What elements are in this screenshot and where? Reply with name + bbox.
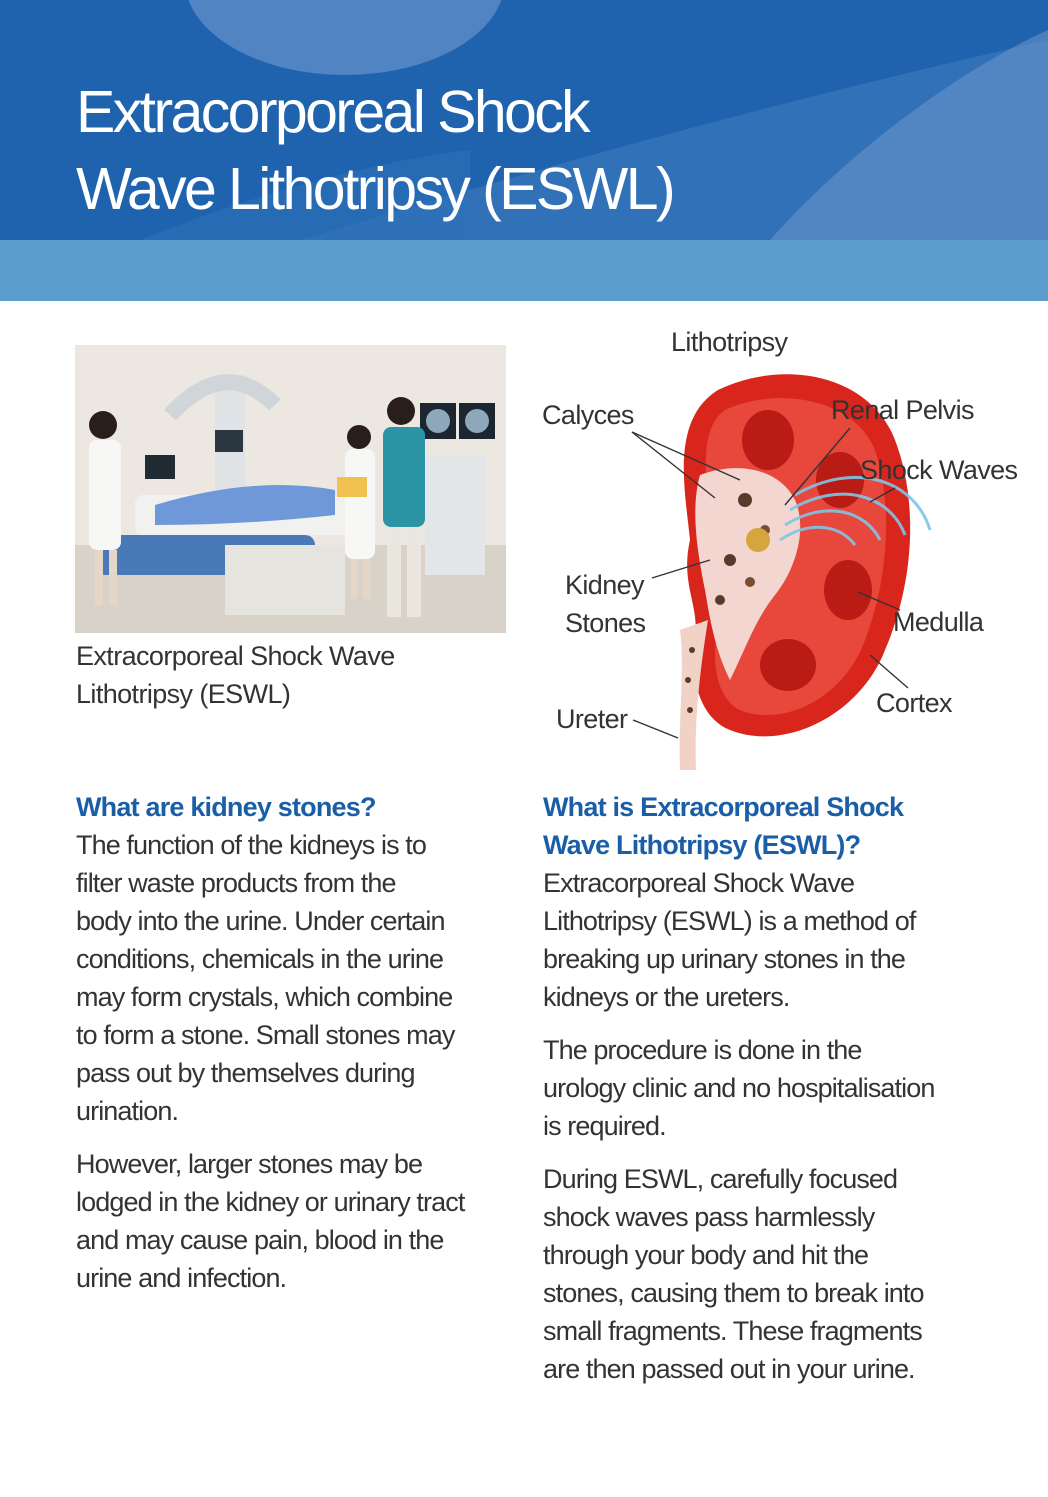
- text-line: Lithotripsy (ESWL) is a method of: [543, 906, 916, 936]
- label-stones: Stones: [565, 608, 646, 638]
- text-line: The function of the kidneys is to: [76, 830, 427, 860]
- text-line: through your body and hit the: [543, 1240, 869, 1270]
- header-banner: [0, 0, 1048, 240]
- paragraph-kidney-function: [76, 826, 546, 1130]
- photo-caption: [76, 637, 496, 713]
- eswl-procedure-photo: [75, 345, 506, 633]
- text-line: small fragments. These fragments: [543, 1316, 922, 1346]
- text-line: During ESWL, carefully focused: [543, 1164, 898, 1194]
- section-eswl: [543, 788, 1013, 1403]
- photo-caption-line-2: Lithotripsy (ESWL): [76, 679, 291, 709]
- text-line: urology clinic and no hospitalisation: [543, 1073, 935, 1103]
- text-line: to form a stone. Small stones may: [76, 1020, 455, 1050]
- heading-line: What are kidney stones?: [76, 792, 376, 822]
- text-line: urine and infection.: [76, 1263, 287, 1293]
- paragraph-larger-stones: [76, 1145, 546, 1297]
- text-line: urination.: [76, 1096, 179, 1126]
- section-heading-eswl: [543, 788, 1013, 864]
- text-line: Extracorporeal Shock Wave: [543, 868, 855, 898]
- text-line: shock waves pass harmlessly: [543, 1202, 875, 1232]
- label-ureter: Ureter: [556, 704, 628, 734]
- section-kidney-stones: [76, 788, 546, 1312]
- text-line: lodged in the kidney or urinary tract: [76, 1187, 465, 1217]
- text-line: kidneys or the ureters.: [543, 982, 790, 1012]
- header-band: [0, 240, 1048, 301]
- page-title-line-1: Extracorporeal Shock: [76, 79, 589, 145]
- section-heading-kidney-stones: [76, 788, 546, 826]
- text-line: pass out by themselves during: [76, 1058, 415, 1088]
- label-shock-waves: Shock Waves: [860, 455, 1018, 485]
- text-line: filter waste products from the: [76, 868, 396, 898]
- paragraph-eswl-definition: [543, 864, 1013, 1016]
- label-kidney: Kidney: [565, 570, 644, 600]
- label-calyces: Calyces: [542, 400, 634, 430]
- label-renal-pelvis: Renal Pelvis: [831, 395, 974, 425]
- text-line: The procedure is done in the: [543, 1035, 862, 1065]
- text-line: breaking up urinary stones in the: [543, 944, 906, 974]
- page-title: [76, 74, 673, 228]
- kidney-lithotripsy-diagram: [540, 320, 1030, 780]
- paragraph-procedure-location: [543, 1031, 1013, 1145]
- text-line: may form crystals, which combine: [76, 982, 453, 1012]
- label-cortex: Cortex: [876, 688, 952, 718]
- heading-line: What is Extracorporeal Shock: [543, 792, 904, 822]
- text-line: body into the urine. Under certain: [76, 906, 445, 936]
- diagram-title: Lithotripsy: [671, 327, 788, 357]
- text-line: conditions, chemicals in the urine: [76, 944, 444, 974]
- page-title-line-2: Wave Lithotripsy (ESWL): [76, 156, 674, 222]
- label-medulla: Medulla: [893, 607, 984, 637]
- text-line: stones, causing them to break into: [543, 1278, 924, 1308]
- text-line: is required.: [543, 1111, 666, 1141]
- photo-caption-line-1: Extracorporeal Shock Wave: [76, 641, 395, 671]
- text-line: are then passed out in your urine.: [543, 1354, 915, 1384]
- heading-line: Wave Lithotripsy (ESWL)?: [543, 830, 861, 860]
- text-line: However, larger stones may be: [76, 1149, 423, 1179]
- paragraph-during-eswl: [543, 1160, 1013, 1388]
- text-line: and may cause pain, blood in the: [76, 1225, 444, 1255]
